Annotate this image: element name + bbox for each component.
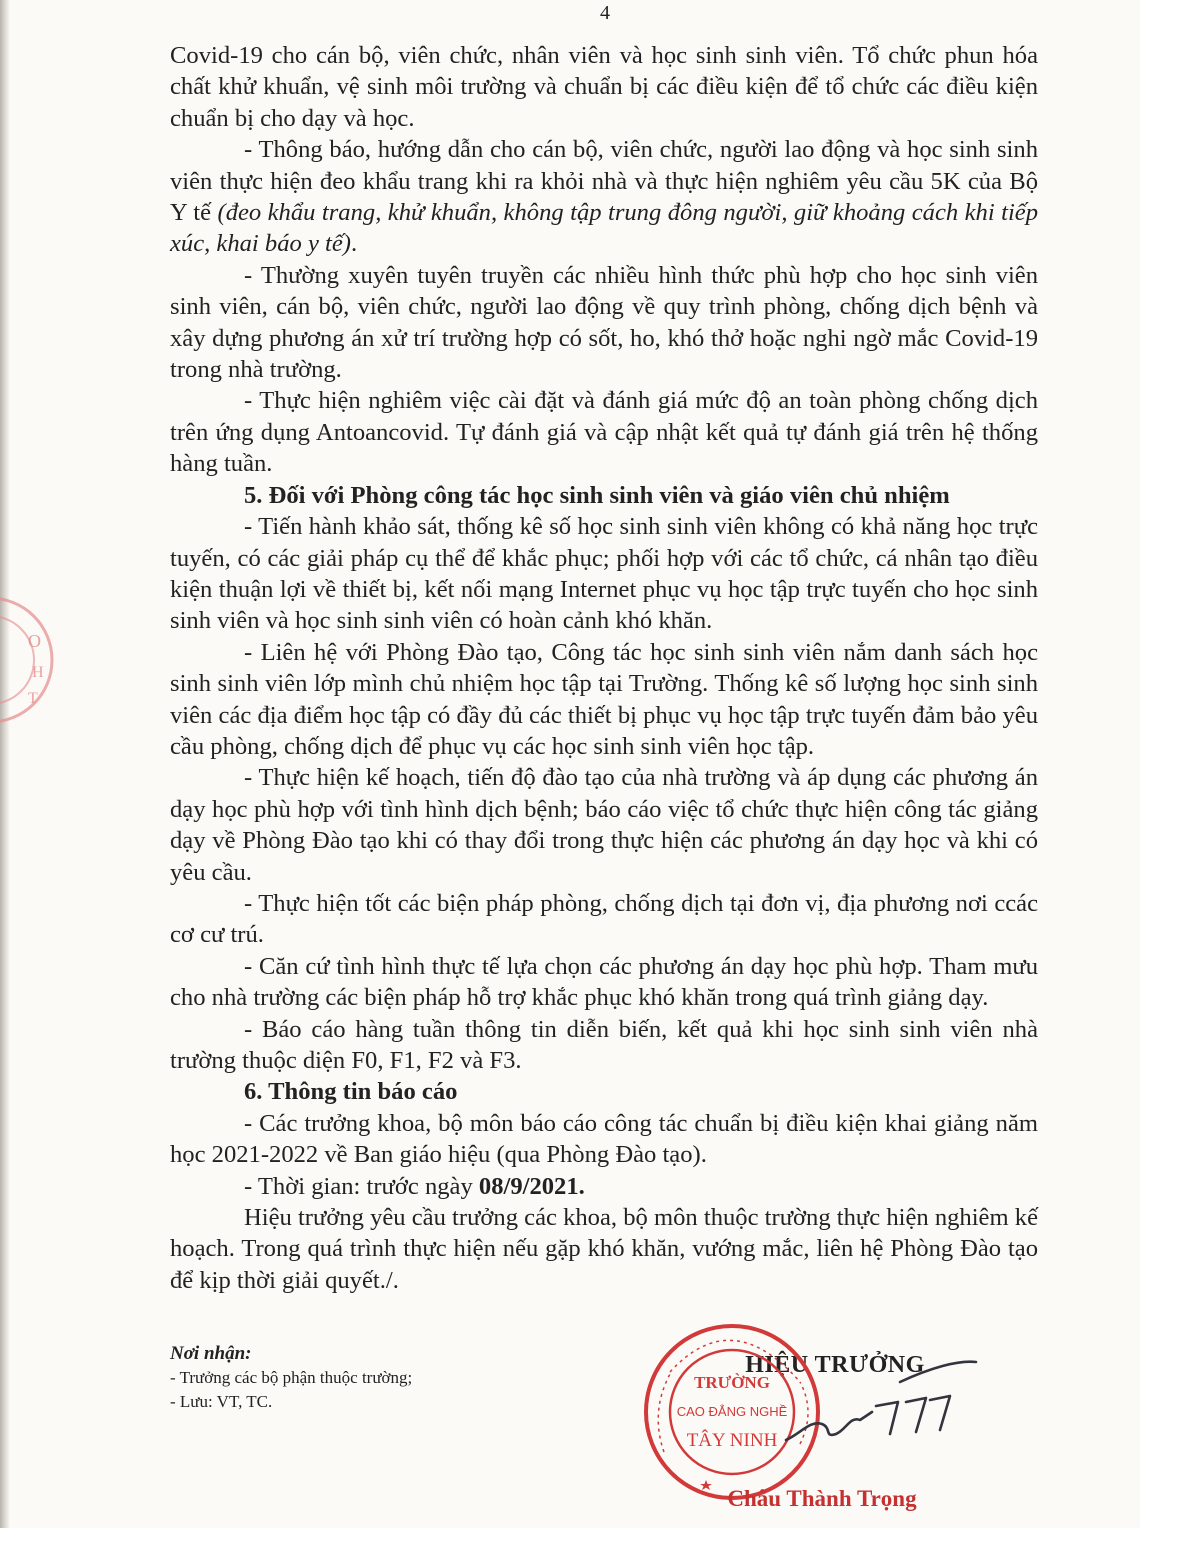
seal-line-2: CAO ĐẲNG NGHỀ (676, 1404, 788, 1419)
section-5-item: - Tiến hành khảo sát, thống kê số học sinh sinh viên không có khả năng học trực tuyến, có các giải pháp cụ thể để khắc phục; phối hợp với các tổ chức, cá nhân tạo điều kiện thuận lợi về thiết bị, kết nối mạng Internet phục vụ học tập trực tuyến cho học sinh sinh viên và học sinh sinh viên có hoàn cảnh khó khăn. (170, 513, 1038, 635)
svg-text:H: H (32, 664, 44, 681)
recipient-item: - Lưu: VT, TC. (170, 1392, 273, 1411)
paragraph-antoancovid: - Thực hiện nghiêm việc cài đặt và đánh giá mức độ an toàn phòng chống dịch trên ứng dụng Antoancovid. Tự đánh giá và cập nhật kết quả tự đánh giá trên hệ thống hàng tuần. (170, 387, 1038, 478)
signature-title: HIỆU TRƯỞNG (745, 1352, 925, 1378)
recipients-title: Nơi nhận: (170, 1343, 252, 1364)
section-5-heading: 5. Đối với Phòng công tác học sinh sinh viên và giáo viên chủ nhiệm (244, 481, 950, 509)
section-5-item: - Căn cứ tình hình thực tế lựa chọn các phương án dạy học phù hợp. Tham mưu cho nhà trường các biện pháp hỗ trợ khắc phục khó khăn trong quá trình giảng dạy. (170, 952, 1038, 1012)
paragraph-propaganda: - Thường xuyên tuyên truyền các nhiều hình thức phù hợp cho học sinh viên sinh viên, cán bộ, viên chức, người lao động về quy trình phòng, chống dịch bệnh và xây dựng phương án xử trí trường hợp có sốt, ho, khó thở hoặc nghi ngờ mắc Covid-19 trong nhà trường. (170, 261, 1038, 384)
handwritten-signature-icon (780, 1342, 980, 1452)
signature-block (640, 1312, 970, 1528)
section-6-item: - Các trưởng khoa, bộ môn báo cáo công tác chuẩn bị điều kiện khai giảng năm học 2021-2022 về Ban giáo hiệu (qua Phòng Đào tạo). (170, 1109, 1038, 1169)
seal-line-1: TRƯỜNG (694, 1373, 770, 1392)
notice-5k-text: - Thông báo, hướng dẫn cho cán bộ, viên chức, người lao động và học sinh sinh viên thực hiện đeo khẩu trang khi ra khỏi nhà và thực hiện nghiêm yêu cầu 5K của Bộ Y tế (170, 136, 1038, 227)
section-5-item: - Thực hiện tốt các biện pháp phòng, chống dịch tại đơn vị, địa phương nơi ccác cơ cư trú. (170, 889, 1038, 949)
partial-stamp-left-icon (0, 585, 70, 735)
notice-5k-end: . (350, 230, 358, 258)
paragraph-5k-notice (170, 134, 1038, 260)
section-6-deadline (170, 1171, 1038, 1202)
paragraph-covid-preparation: Covid-19 cho cán bộ, viên chức, nhân viên và học sinh sinh viên. Tổ chức phun hóa chất khử khuẩn, vệ sinh môi trường và chuẩn bị các điều kiện để tổ chức các điều kiện chuẩn bị cho dạy và học. (170, 42, 1038, 132)
section-5-item: - Liên hệ với Phòng Đào tạo, Công tác học sinh sinh viên nắm danh sách học sinh sinh viên lớp mình chủ nhiệm học tập tại Trường. Thống kê số lượng học sinh sinh viên các địa điểm học tập có đầy đủ các thiết bị phục vụ học tập trực tuyến đảm bảo yêu cầu phòng, chống dịch để phục vụ các học sinh sinh viên học tập. (170, 638, 1038, 760)
notice-5k-italic: (đeo khẩu trang, khử khuẩn, không tập trung đông người, giữ khoảng cách khi tiếp xúc, khai báo y tế) (170, 199, 1038, 258)
svg-text:O: O (28, 631, 41, 651)
section-5-item: - Thực hiện kế hoạch, tiến độ đào tạo của nhà trường và áp dụng các phương án dạy học phù hợp với tình hình dịch bệnh; báo cáo việc tổ chức thực hiện công tác giảng dạy về Phòng Đào tạo khi có thay đổi trong thực hiện các phương án dạy học và khi có yêu cầu. (170, 764, 1038, 886)
document-body (170, 40, 1038, 1296)
deadline-label: - Thời gian: trước ngày (244, 1172, 479, 1200)
section-6-heading: 6. Thông tin báo cáo (244, 1078, 458, 1106)
seal-line-3: TÂY NINH (686, 1430, 778, 1451)
recipient-item: - Trưởng các bộ phận thuộc trường; (170, 1368, 413, 1387)
signer-name: Châu Thành Trọng (727, 1486, 917, 1511)
section-5-item: - Báo cáo hàng tuần thông tin diễn biến, kết quả khi học sinh sinh viên nhà trường thuộc diện F0, F1, F2 và F3. (170, 1015, 1038, 1074)
deadline-date: 08/9/2021. (478, 1172, 585, 1200)
svg-text:T: T (28, 690, 38, 707)
closing-paragraph: Hiệu trưởng yêu cầu trưởng các khoa, bộ môn thuộc trường thực hiện nghiêm kế hoạch. Trong quá trình thực hiện nếu gặp khó khăn, vướng mắc, liên hệ Phòng Đào tạo để kịp thời giải quyết./. (170, 1204, 1038, 1294)
recipients-block (170, 1342, 590, 1414)
page-number: 4 (600, 2, 610, 24)
page-binding-edge (0, 0, 10, 1528)
